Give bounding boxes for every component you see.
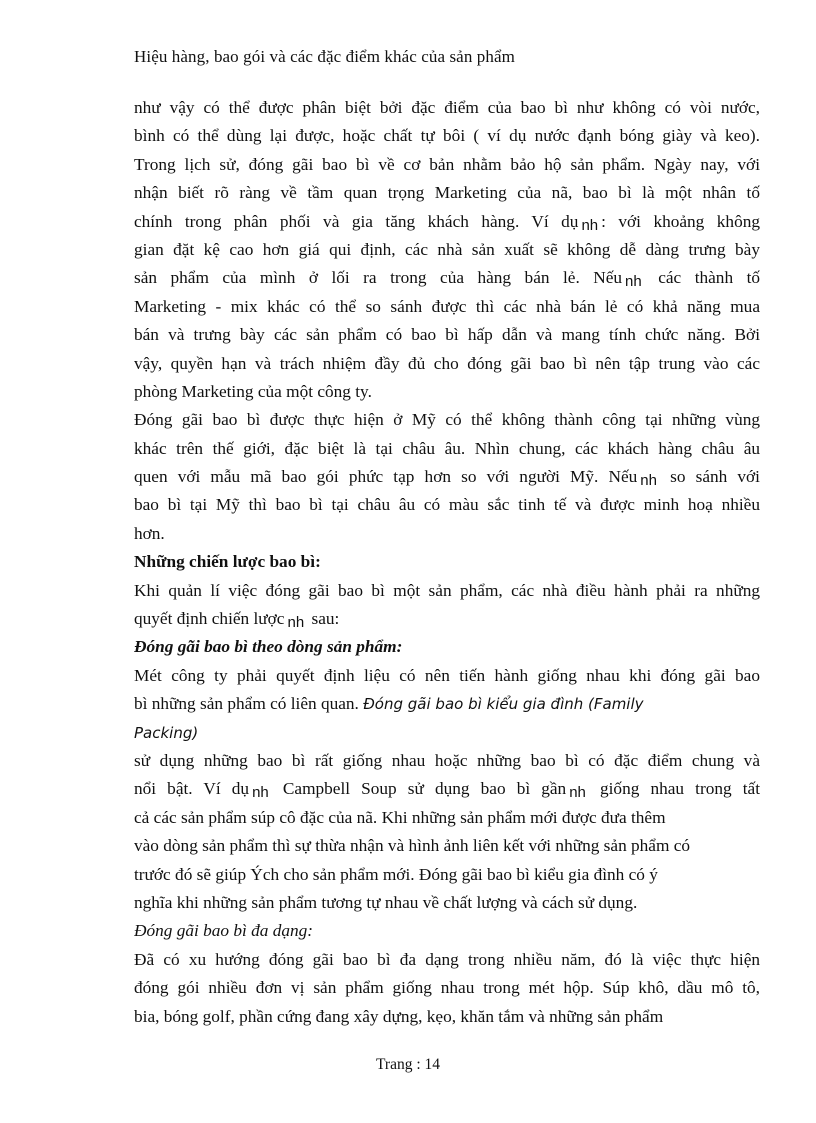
text-line: bán và trưng bày các sản phẩm có bao bì hấp dẫn và mang tính chức năng. Bởi <box>134 325 760 345</box>
inline-marker: nh <box>640 472 657 490</box>
text-line: Trong lịch sử, đóng gãi bao bì về cơ bản nhằm bảo hộ sản phẩm. Ngày nay, với <box>134 154 760 174</box>
text-line: Mét công ty phải quyết định liệu có nên tiến hành giống nhau khi đóng gãi bao <box>134 665 760 685</box>
italic-term: Packing) <box>134 723 199 742</box>
text-line: bình có thể dùng lại được, hoặc chất tự bôi ( ví dụ nước đạnh bóng giày và keo). <box>134 126 760 146</box>
running-header: Hiệu hàng, bao gói và các đặc điểm khác của sản phẩm <box>134 47 515 66</box>
text-line: nghĩa khi những sản phẩm tương tự nhau về chất lượng và cách sử dụng. <box>134 892 638 912</box>
inline-marker: nh <box>625 273 642 291</box>
text-line: hơn. <box>134 523 165 543</box>
italic-term: Đóng gãi bao bì kiểu gia đình (Family <box>363 695 644 714</box>
page-number: Trang : 14 <box>375 1056 441 1073</box>
text-line: bia, bóng golf, phần cứng đang xây dựng, kẹo, khăn tắm và những sản phẩm <box>134 1006 664 1026</box>
text-line: phòng Marketing của một công ty. <box>134 381 372 401</box>
text-line: bì những sản phẩm có liên quan. Đóng gãi bao bì kiểu gia đình (Family <box>134 694 644 714</box>
section-heading: Những chiến lược bao bì: <box>134 552 321 572</box>
text-line: sản phẩm của mình ở lối ra trong của hàng bán lẻ. Nếu nh các thành tố <box>134 268 760 291</box>
text-line: chính trong phân phối và gia tăng khách hàng. Ví dụ nh : với khoảng không <box>134 211 760 234</box>
text-line: khác trên thế giới, đặc biệt là tại châu âu. Nhìn chung, các khách hàng châu âu <box>134 438 760 458</box>
text-line: Đóng gãi bao bì được thực hiện ở Mỹ có thể không thành công tại những vùng <box>134 410 760 430</box>
text-line: nhận biết rõ ràng về tầm quan trọng Marketing của nã, bao bì là một nhân tố <box>134 183 760 203</box>
text-line: nổi bật. Ví dụ nh Campbell Soup sử dụng bao bì gần nh giống nhau trong tất <box>134 779 760 802</box>
text-line: cả các sản phẩm súp cô đặc của nã. Khi những sản phẩm mới được đưa thêm <box>134 807 666 827</box>
text-line: Khi quản lí việc đóng gãi bao bì một sản phẩm, các nhà điều hành phải ra những <box>134 580 760 600</box>
text-line: Marketing - mix khác có thể so sánh được thì các nhà bán lẻ có khả năng mua <box>134 296 760 316</box>
text-line: đóng gói nhiều đơn vị sản phẩm giống nhau trong mét hộp. Súp khô, dầu mô tô, <box>134 978 760 998</box>
text-line: gian đặt kệ cao hơn giá qui định, các nhà sản xuất sẽ không dễ dàng trưng bày <box>134 239 760 259</box>
subsection-heading: Đóng gãi bao bì đa dạng: <box>134 921 314 941</box>
inline-marker: nh <box>569 784 586 802</box>
inline-marker: nh <box>252 784 269 802</box>
text-line: vậy, quyền hạn và trách nhiệm đầy đủ cho đóng gãi bao bì nên tập trung vào các <box>134 353 760 373</box>
inline-marker: nh <box>581 216 599 234</box>
text-line: bao bì tại Mỹ thì bao bì tại châu âu có màu sắc tinh tế và được minh hoạ nhiều <box>134 495 760 515</box>
subsection-heading: Đóng gãi bao bì theo dòng sản phẩm: <box>134 637 403 657</box>
text-line: trước đó sẽ giúp Ých cho sản phẩm mới. Đóng gãi bao bì kiểu gia đình có ý <box>134 864 658 884</box>
text-line: như vậy có thể được phân biệt bởi đặc điểm của bao bì như không có vòi nước, <box>134 98 760 117</box>
text-line: sử dụng những bao bì rất giống nhau hoặc những bao bì có đặc điểm chung và <box>134 750 760 770</box>
text-line: quen với mẫu mã bao gói phức tạp hơn so với người Mỹ. Nếu nh so sánh với <box>134 467 760 490</box>
text-line: vào dòng sản phẩm thì sự thừa nhận và hình ảnh liên kết với những sản phẩm có <box>134 836 691 856</box>
body-text <box>134 94 760 1031</box>
inline-marker: nh <box>287 614 305 632</box>
text-line <box>134 719 760 747</box>
text-line: Đã có xu hướng đóng gãi bao bì đa dạng trong nhiều năm, đó là việc thực hiện <box>134 949 760 969</box>
text-line: quyết định chiến lược nh sau: <box>134 609 340 632</box>
